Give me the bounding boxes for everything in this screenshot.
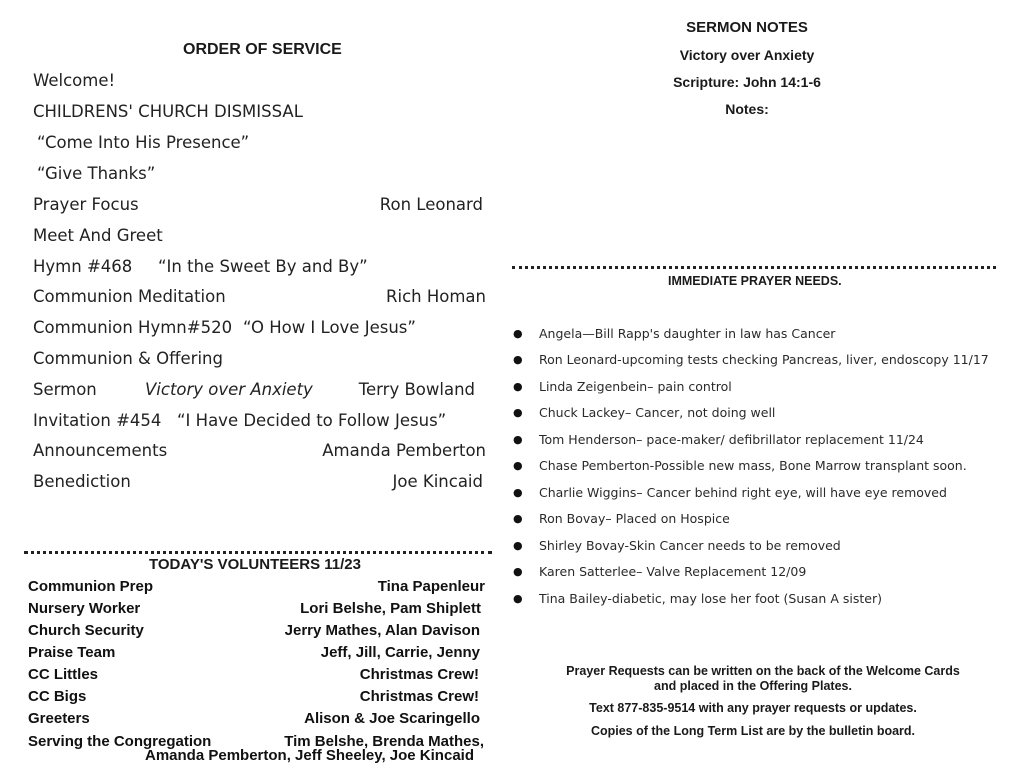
prayer-item: Ron Leonard-upcoming tests checking Pancreas, liver, endoscopy 11/17: [539, 352, 989, 367]
service-person-sermon: Terry Bowland: [358, 380, 475, 399]
bullet-icon: ●: [513, 565, 523, 578]
volunteer-names: Tina Papenleur: [377, 578, 485, 595]
prayer-item: Shirley Bovay-Skin Cancer needs to be removed: [539, 538, 841, 553]
volunteer-names: Alison & Joe Scaringello: [304, 710, 480, 727]
volunteer-names: Lori Belshe, Pam Shiplett: [300, 600, 481, 617]
service-item-song-1: “Come Into His Presence”: [37, 133, 250, 152]
service-hymn-title: “In the Sweet By and By”: [158, 257, 368, 276]
service-item-announcements: Announcements: [33, 441, 168, 460]
bullet-icon: ●: [513, 353, 523, 366]
service-person-announcements: Amanda Pemberton: [322, 441, 486, 460]
service-item-meet-greet: Meet And Greet: [33, 226, 163, 245]
footer-text-number: Text 877-835-9514 with any prayer requests or updates.: [589, 701, 917, 715]
volunteer-role: Praise Team: [28, 644, 116, 661]
service-item-invitation: Invitation #454: [33, 411, 162, 430]
sermon-notes-sermon-title: Victory over Anxiety: [679, 47, 815, 63]
volunteer-names-continued: Amanda Pemberton, Jeff Sheeley, Joe Kincaid: [145, 747, 474, 764]
prayer-item: Charlie Wiggins– Cancer behind right eye, will have eye removed: [539, 485, 947, 500]
volunteer-role: Church Security: [28, 622, 144, 639]
bullet-icon: ●: [513, 406, 523, 419]
prayer-needs-title: IMMEDIATE PRAYER NEEDS.: [668, 274, 842, 288]
service-sermon-title: Victory over Anxiety: [145, 380, 313, 399]
order-of-service-title: ORDER OF SERVICE: [183, 41, 342, 58]
prayer-item: Angela—Bill Rapp's daughter in law has Cancer: [539, 326, 836, 341]
bullet-icon: ●: [513, 327, 523, 340]
service-item-song-2: “Give Thanks”: [37, 164, 156, 183]
volunteer-names: Jerry Mathes, Alan Davison: [284, 622, 480, 639]
volunteer-role: Communion Prep: [28, 578, 154, 595]
prayer-item: Karen Satterlee– Valve Replacement 12/09: [539, 564, 807, 579]
volunteers-divider: [24, 551, 492, 554]
service-person-communion-meditation: Rich Homan: [386, 287, 486, 306]
volunteer-role: CC Littles: [28, 666, 99, 683]
service-item-hymn: Hymn #468: [33, 257, 133, 276]
footer-prayer-requests: Prayer Requests can be written on the back of the Welcome Cards: [566, 664, 960, 678]
prayer-item: Chuck Lackey– Cancer, not doing well: [539, 405, 776, 420]
bullet-icon: ●: [513, 433, 523, 446]
service-item-sermon: Sermon: [33, 380, 97, 399]
service-item-childrens-church: CHILDRENS' CHURCH DISMISSAL: [33, 102, 303, 121]
bullet-icon: ●: [513, 512, 523, 525]
sermon-notes-label: Notes:: [725, 101, 769, 117]
volunteer-role: Nursery Worker: [28, 600, 141, 617]
service-item-communion-offering: Communion & Offering: [33, 349, 223, 368]
service-item-communion-hymn: Communion Hymn#520: [33, 318, 233, 337]
bullet-icon: ●: [513, 380, 523, 393]
service-item-communion-meditation: Communion Meditation: [33, 287, 226, 306]
prayer-item: Linda Zeigenbein– pain control: [539, 379, 732, 394]
footer-long-term-list: Copies of the Long Term List are by the bulletin board.: [590, 724, 916, 738]
volunteer-role: CC Bigs: [28, 688, 87, 705]
service-person-prayer-focus: Ron Leonard: [379, 195, 483, 214]
service-item-benediction: Benediction: [33, 472, 131, 491]
service-item-welcome: Welcome!: [33, 71, 116, 90]
sermon-notes-title: SERMON NOTES: [686, 19, 808, 36]
volunteer-names: Christmas Crew!: [359, 666, 479, 683]
bullet-icon: ●: [513, 592, 523, 605]
prayer-item: Ron Bovay– Placed on Hospice: [539, 511, 730, 526]
prayer-item: Tina Bailey-diabetic, may lose her foot (Susan A sister): [539, 591, 882, 606]
service-invitation-title: “I Have Decided to Follow Jesus”: [177, 411, 447, 430]
prayer-item: Chase Pemberton-Possible new mass, Bone Marrow transplant soon.: [539, 458, 967, 473]
sermon-notes-scripture: Scripture: John 14:1-6: [673, 74, 821, 90]
bullet-icon: ●: [513, 539, 523, 552]
volunteer-role: Greeters: [28, 710, 90, 727]
footer-offering-plates: and placed in the Offering Plates.: [654, 679, 852, 693]
volunteer-role: Serving the Congregation: [28, 733, 212, 750]
volunteers-title: TODAY'S VOLUNTEERS 11/23: [149, 556, 361, 573]
bullet-icon: ●: [513, 486, 523, 499]
prayer-item: Tom Henderson– pace-maker/ defibrillator replacement 11/24: [539, 432, 924, 447]
volunteer-names: Tim Belshe, Brenda Mathes,: [284, 733, 484, 750]
prayer-divider: [512, 266, 996, 269]
service-item-prayer-focus: Prayer Focus: [33, 195, 139, 214]
volunteer-names: Christmas Crew!: [359, 688, 479, 705]
bullet-icon: ●: [513, 459, 523, 472]
service-person-benediction: Joe Kincaid: [392, 472, 483, 491]
service-communion-hymn-title: “O How I Love Jesus”: [243, 318, 416, 337]
volunteer-names: Jeff, Jill, Carrie, Jenny: [320, 644, 480, 661]
